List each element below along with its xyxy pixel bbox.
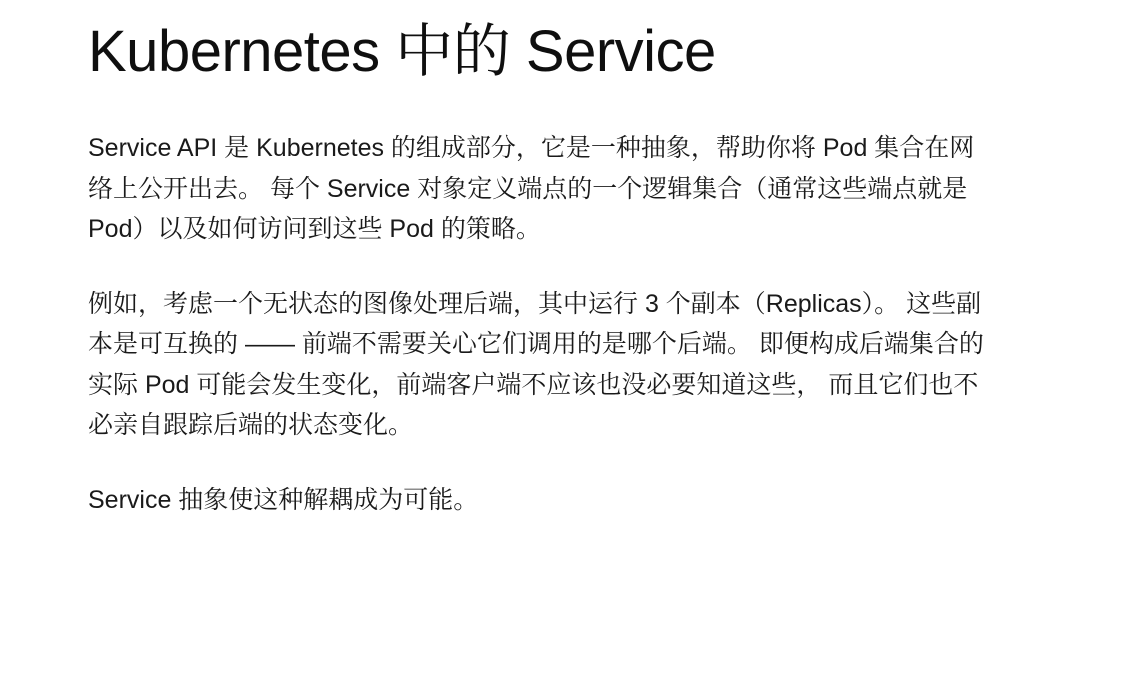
- paragraph-example: 例如，考虑一个无状态的图像处理后端，其中运行 3 个副本（Replicas）。 这些副本是可互换的 —— 前端不需要关心它们调用的是哪个后端。 即便构成后端集合的实际 Pod 可能会发生变化，前端客户端不应该也没必要知道这些， 而且它们也不必亲自跟踪后端的状态变化。: [88, 289, 984, 440]
- paragraph-conclusion: Service 抽象使这种解耦成为可能。: [88, 485, 479, 514]
- paragraph-intro: Service API 是 Kubernetes 的组成部分，它是一种抽象，帮助你将 Pod 集合在网络上公开出去。 每个 Service 对象定义端点的一个逻辑集合（通常这些端点就是 Pod）以及如何访问到这些 Pod 的策略。: [88, 134, 975, 244]
- page-title: Kubernetes 中的 Service: [88, 19, 716, 84]
